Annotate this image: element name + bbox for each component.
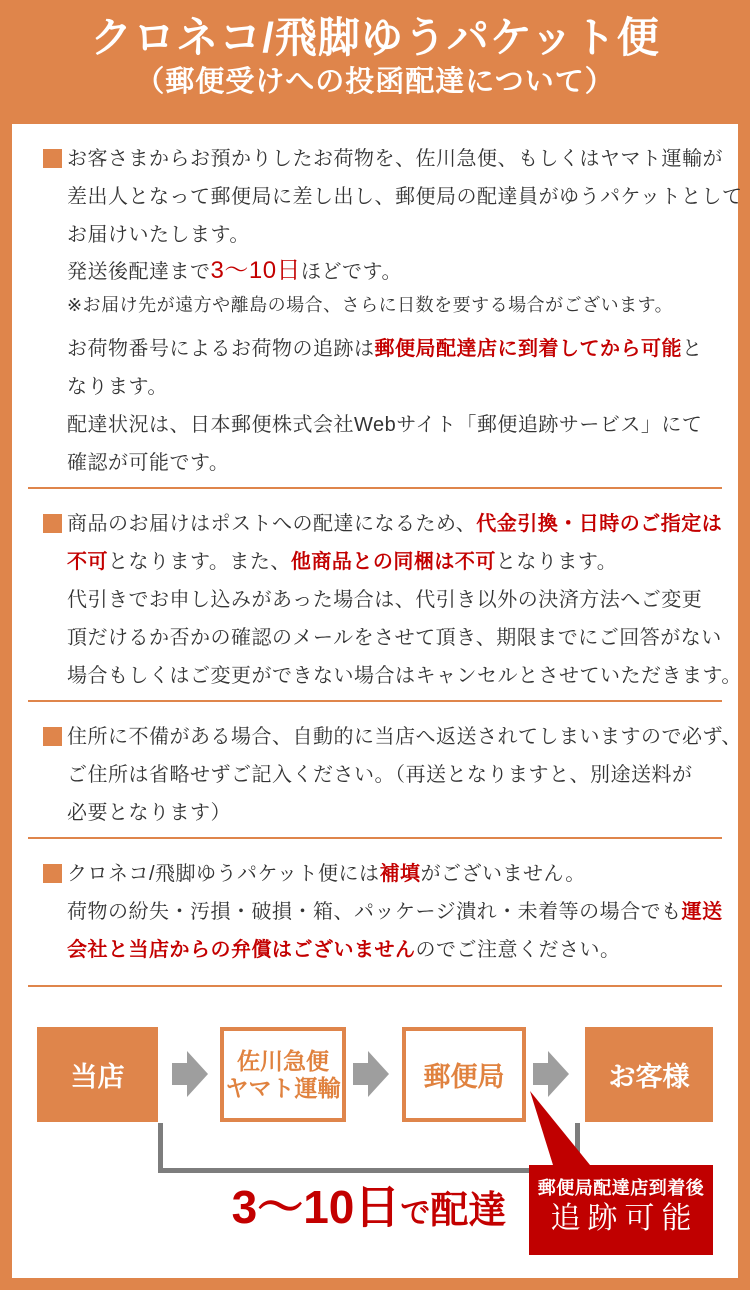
tracking-callout bbox=[529, 1165, 713, 1255]
text-line bbox=[67, 794, 742, 832]
text-line bbox=[67, 216, 743, 254]
poster-title: クロネコ/飛脚ゆうパケット便 bbox=[90, 14, 660, 61]
text-line bbox=[67, 718, 742, 756]
text-line bbox=[67, 931, 724, 969]
text-segment: お客さまからお預かりしたお荷物を、佐川急便、もしくはヤマト運輸が bbox=[67, 148, 723, 170]
callout-tracking: 追跡可能 bbox=[550, 1202, 699, 1235]
bullet-square-icon bbox=[43, 864, 62, 883]
text-segment: 郵便局配達店に到着してから可能 bbox=[374, 338, 682, 360]
text-segment: 商品のお届けはポストへの配達になるため、 bbox=[67, 513, 477, 535]
bracket-bottom-line bbox=[158, 1168, 580, 1173]
content-panel bbox=[12, 124, 743, 1278]
sections bbox=[12, 124, 743, 969]
notice-section bbox=[12, 489, 742, 695]
text-segment: となります。また、 bbox=[108, 551, 291, 573]
notice-section bbox=[12, 839, 738, 969]
section-text bbox=[67, 718, 742, 832]
text-segment: 他商品との同梱は不可 bbox=[290, 551, 496, 573]
text-segment: 確認が可能です。 bbox=[67, 452, 230, 474]
arrow-right-icon bbox=[353, 1051, 389, 1097]
text-segment: 運送 bbox=[681, 901, 723, 923]
callout-pointer-icon bbox=[512, 1091, 602, 1167]
text-line bbox=[67, 657, 742, 695]
carrier-line1: 佐川急便 bbox=[237, 1047, 329, 1074]
callout-condition: 郵便局配達店到着後 bbox=[537, 1178, 705, 1198]
text-line bbox=[67, 619, 742, 657]
duration-days: 3～10日 bbox=[231, 1181, 401, 1233]
text-segment: お荷物番号によるお荷物の追跡は bbox=[67, 338, 375, 360]
text-segment: 必要となります） bbox=[67, 802, 231, 824]
notice-section bbox=[12, 124, 743, 482]
text-segment: 補填 bbox=[379, 863, 421, 885]
flow-diagram bbox=[12, 985, 738, 1278]
arrow-tail bbox=[533, 1063, 548, 1085]
text-segment: 3～10日 bbox=[210, 257, 302, 284]
text-segment: ほどです。 bbox=[301, 261, 402, 283]
poster-header bbox=[0, 0, 750, 124]
duration-particle: で bbox=[400, 1197, 431, 1230]
text-segment: 頂だけるか否かの確認のメールをさせて頂き、期限までにご回答がない bbox=[67, 627, 722, 649]
text-line bbox=[67, 893, 724, 931]
section-text bbox=[67, 855, 724, 969]
text-segment: 発送後配達まで bbox=[67, 261, 211, 283]
flow-step-shop: 当店 bbox=[37, 1027, 158, 1122]
text-segment: 差出人となって郵便局に差し出し、郵便局の配達員がゆうパケットとして bbox=[67, 186, 743, 208]
duration-deliver: 配達 bbox=[430, 1190, 507, 1232]
bullet-square-icon bbox=[43, 514, 62, 533]
text-segment: 配達状況は、日本郵便株式会社Webサイト「郵便追跡サービス」にて bbox=[67, 414, 703, 436]
text-line bbox=[67, 543, 742, 581]
text-line bbox=[67, 581, 742, 619]
text-line bbox=[67, 444, 743, 482]
text-line bbox=[67, 289, 743, 322]
text-segment: 荷物の紛失・汚損・破損・箱、パッケージ潰れ・未着等の場合でも bbox=[67, 901, 682, 923]
text-segment: 代引きでお申し込みがあった場合は、代引き以外の決済方法へご変更 bbox=[67, 589, 703, 611]
arrow-head bbox=[187, 1051, 208, 1097]
text-line bbox=[67, 756, 742, 794]
bullet-square-icon bbox=[43, 149, 62, 168]
text-segment: のでご注意ください。 bbox=[415, 939, 621, 961]
flow-step-post-office: 郵便局 bbox=[402, 1027, 526, 1122]
text-segment: お届けいたします。 bbox=[67, 224, 250, 246]
text-segment: 場合もしくはご変更ができない場合はキャンセルとさせていただきます。 bbox=[67, 665, 742, 687]
notice-section bbox=[12, 702, 742, 832]
flow-step-carrier bbox=[220, 1027, 346, 1122]
bracket-left-line bbox=[158, 1123, 163, 1173]
text-segment: 住所に不備がある場合、自動的に当店へ返送されてしまいますので必ず、 bbox=[67, 726, 742, 748]
text-segment: なります。 bbox=[67, 376, 168, 398]
text-line bbox=[67, 178, 743, 216]
poster-subtitle: （郵便受けへの投函配達について） bbox=[135, 66, 615, 98]
arrow-right-icon bbox=[172, 1051, 208, 1097]
text-segment: 不可 bbox=[67, 551, 108, 573]
text-segment: と bbox=[682, 338, 703, 360]
text-line bbox=[67, 330, 743, 368]
arrow-tail bbox=[353, 1063, 368, 1085]
section-text bbox=[67, 505, 742, 695]
arrow-head bbox=[368, 1051, 389, 1097]
text-line bbox=[67, 368, 743, 406]
text-segment: ご住所は省略せずご記入ください。（再送となりますと、別途送料が bbox=[67, 764, 693, 786]
text-segment: クロネコ/飛脚ゆうパケット便には bbox=[67, 863, 380, 885]
text-line bbox=[67, 140, 743, 178]
section-text bbox=[67, 140, 743, 482]
text-segment: 会社と当店からの弁償はございません bbox=[67, 939, 416, 961]
text-line bbox=[67, 505, 742, 543]
delivery-duration-label bbox=[158, 1181, 580, 1245]
text-line bbox=[67, 254, 743, 289]
text-segment: 代金引換・日時のご指定は bbox=[476, 513, 723, 535]
flow-step-customer: お客様 bbox=[585, 1027, 713, 1122]
carrier-line2: ヤマト運輸 bbox=[225, 1074, 341, 1101]
text-segment: ※お届け先が遠方や離島の場合、さらに日数を要する場合がございます。 bbox=[67, 295, 674, 315]
text-line bbox=[67, 855, 724, 893]
bullet-square-icon bbox=[43, 727, 62, 746]
text-line bbox=[67, 406, 743, 444]
text-segment: となります。 bbox=[495, 551, 618, 573]
text-segment: がございません。 bbox=[420, 863, 586, 885]
arrow-tail bbox=[172, 1063, 187, 1085]
section-divider bbox=[28, 985, 722, 987]
